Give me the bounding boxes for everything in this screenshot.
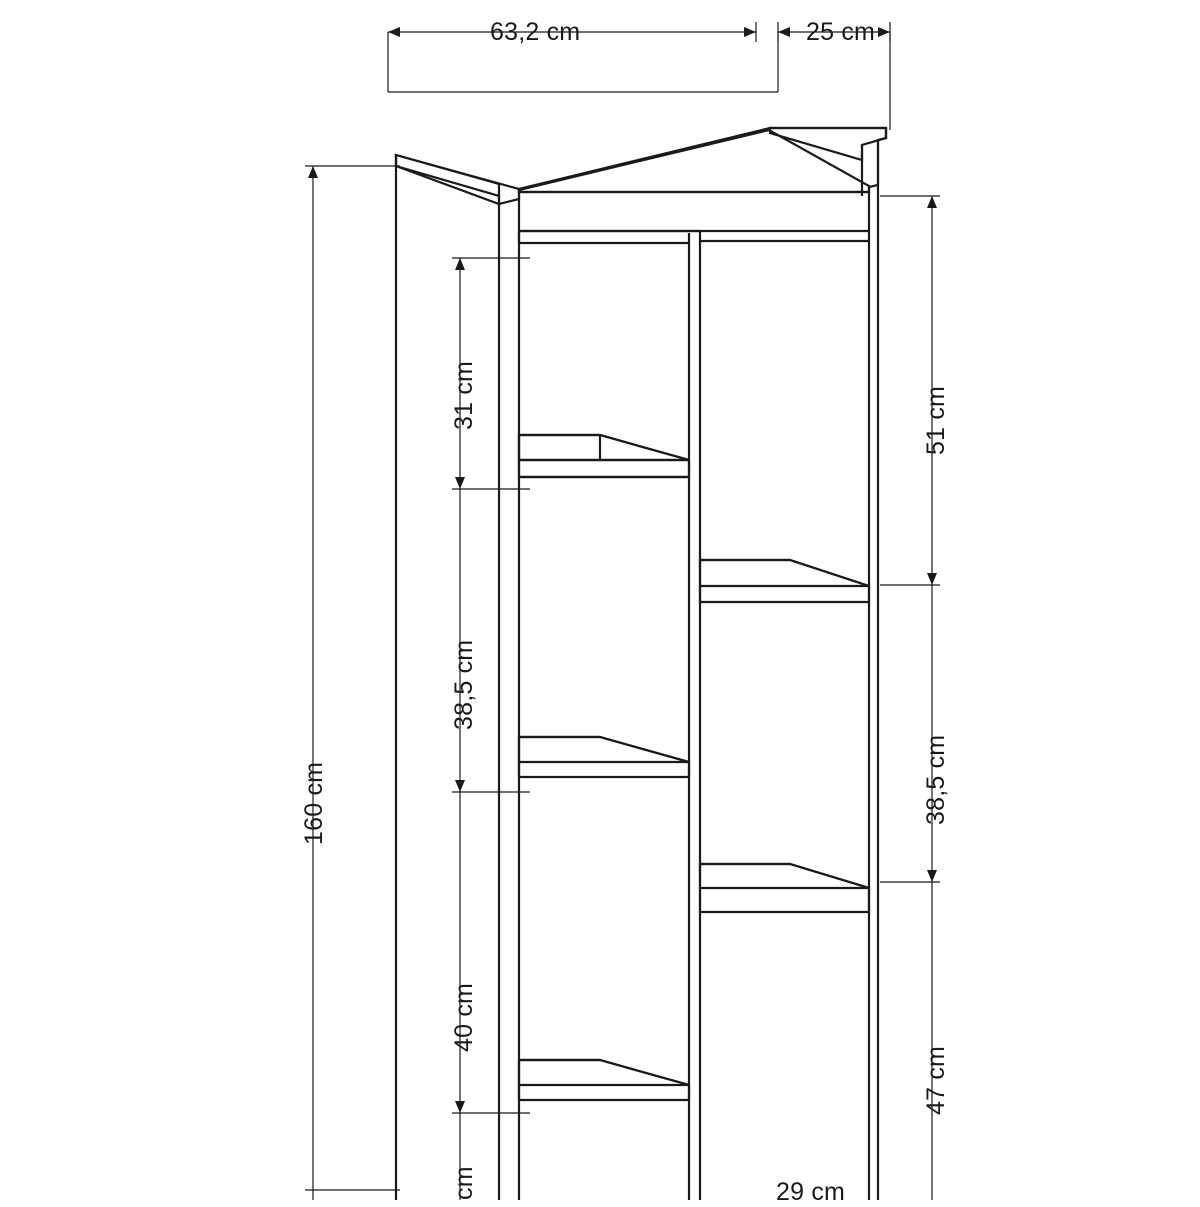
right-shelf-1-diag	[790, 560, 869, 586]
left-shelf-2	[519, 737, 689, 777]
top-left-board-face	[396, 155, 499, 204]
label-left-compartment-3: 40 cm	[450, 982, 478, 1052]
left-shelf-3	[519, 1060, 689, 1100]
arrow-left-1-top	[455, 258, 465, 270]
top-panel-right-riser	[519, 128, 886, 192]
label-depth-top: 25 cm	[806, 18, 876, 46]
arrow-depth-left	[778, 27, 790, 37]
arrow-right-1-bottom	[927, 573, 937, 585]
label-right-compartment-1: 51 cm	[922, 385, 950, 455]
label-left-compartment-4-partial: cm	[450, 1166, 478, 1200]
label-height-total: 160 cm	[300, 761, 328, 845]
arrow-left-2-bottom	[455, 780, 465, 792]
top-left-back-board	[396, 155, 519, 204]
arrow-width-right	[744, 27, 756, 37]
left-shelf-1-top	[519, 435, 689, 460]
label-left-compartment-1: 31 cm	[450, 360, 478, 430]
arrow-left-3-bottom	[455, 1101, 465, 1113]
arrow-width-left	[388, 27, 400, 37]
left-shelf-2-diag	[600, 737, 689, 762]
arrow-right-1-top	[927, 196, 937, 208]
label-right-compartment-3: 47 cm	[922, 1045, 950, 1115]
right-shelf-2-diag	[790, 864, 869, 888]
label-bottom-partial: 29 cm	[776, 1178, 846, 1206]
arrow-depth-right	[878, 27, 890, 37]
label-width-total: 63,2 cm	[490, 18, 581, 46]
top-board-surface	[519, 130, 869, 192]
top-board-underside-left	[519, 230, 700, 231]
label-right-compartment-2: 38,5 cm	[922, 734, 950, 825]
right-shelf-1	[700, 560, 869, 602]
top-right-riser-block	[770, 128, 886, 160]
label-left-compartment-2: 38,5 cm	[450, 639, 478, 730]
left-shelf-1	[519, 435, 689, 477]
arrow-height-top	[308, 166, 318, 178]
arrow-left-1-bottom	[455, 477, 465, 489]
arrow-right-2-bottom	[927, 870, 937, 882]
left-shelf-3-diag	[600, 1060, 689, 1085]
